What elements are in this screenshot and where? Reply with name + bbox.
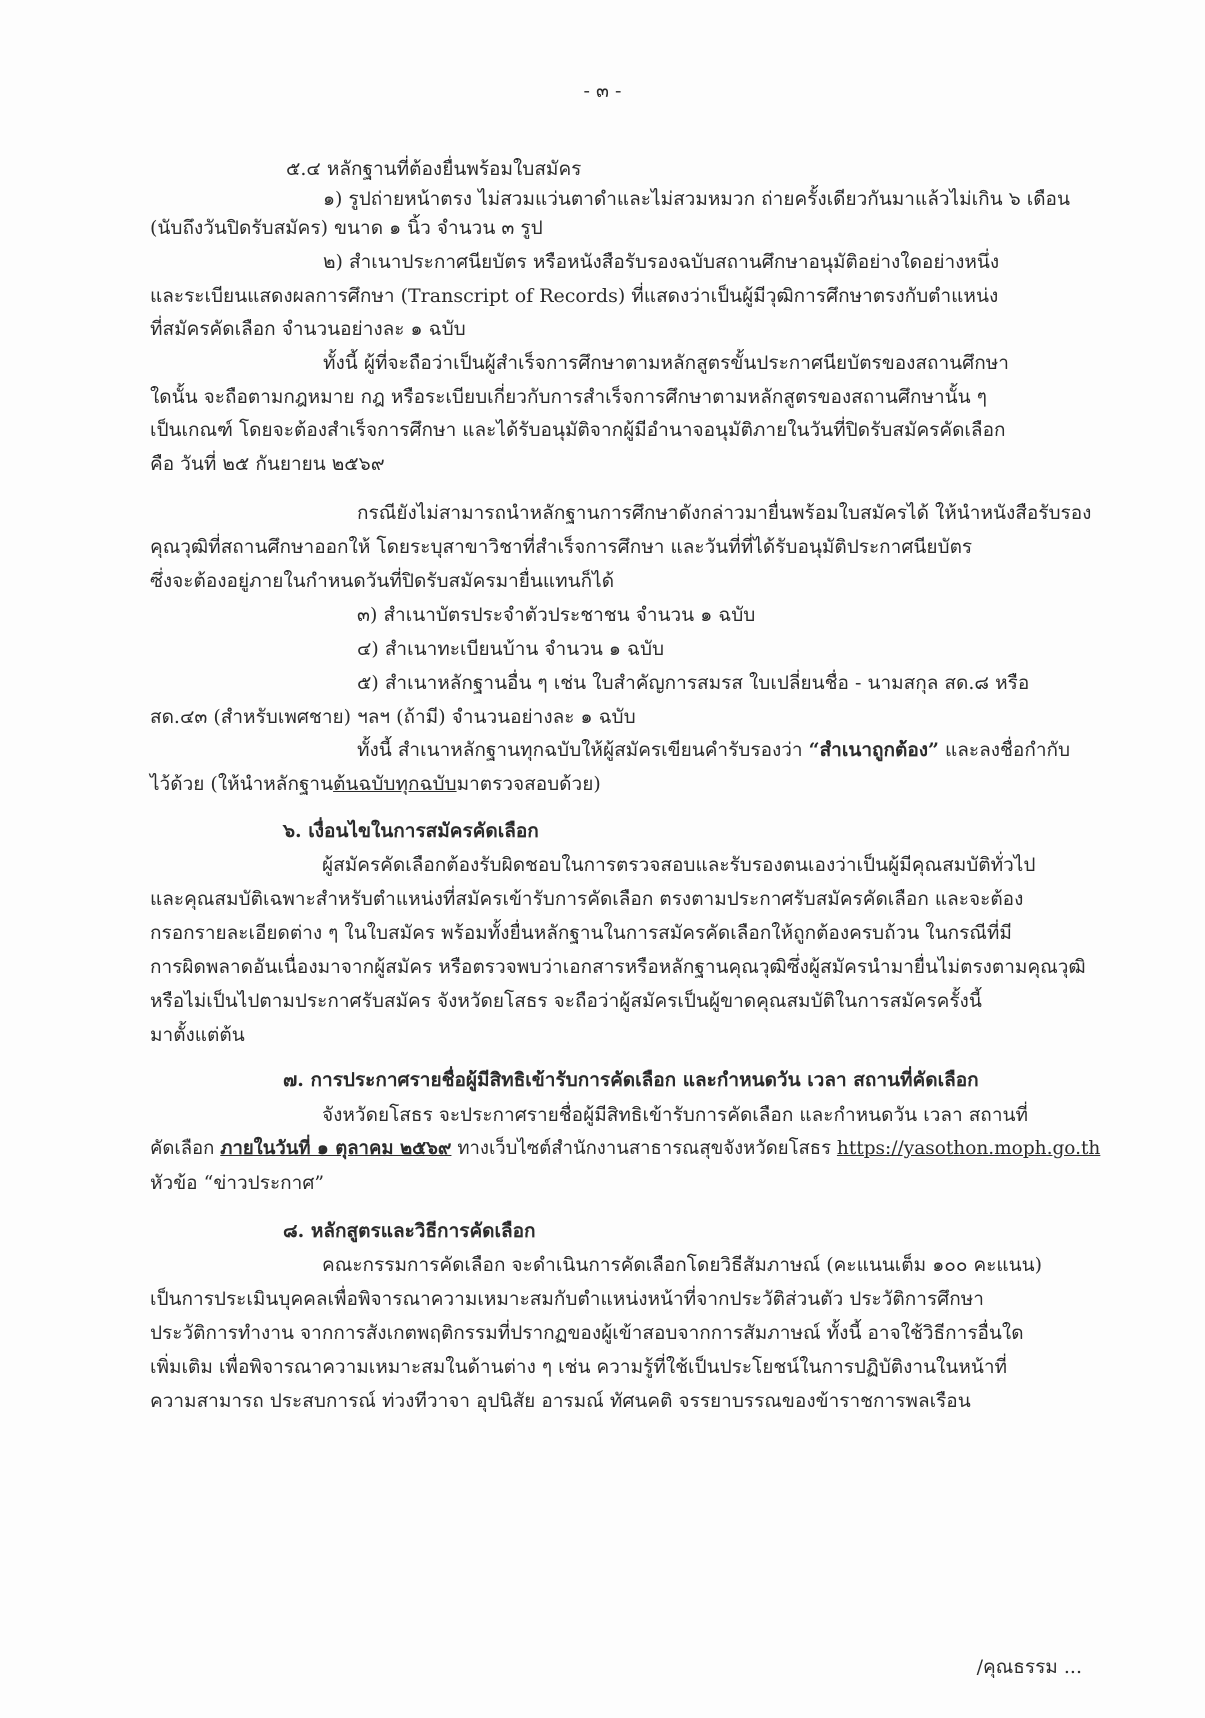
item-4: ๔) สำเนาทะเบียนบ้าน จำนวน ๑ ฉบับ [357, 638, 665, 660]
section-8-heading: ๘. หลักสูตรและวิธีการคัดเลือก [283, 1220, 536, 1242]
item-3: ๓) สำเนาบัตรประจำตัวประชาชน จำนวน ๑ ฉบับ [357, 604, 756, 626]
page-number: - ๓ - [583, 80, 622, 102]
para-3-line-2 [150, 775, 601, 794]
section-8-line-3: ประวัติการทำงาน จากการสังเกตพฤติกรรมที่ปรากฏของผู้เข้าสอบจากการสัมภาษณ์ ทั้งนี้ อาจใช้วิธีการอื่นใด [150, 1322, 1024, 1344]
section-7-text-b: ทางเว็บไซต์สำนักงานสาธารณสุขจังหวัดยโสธร [451, 1138, 837, 1159]
para-3-text-d: มาตรวจสอบด้วย) [456, 773, 601, 795]
item-1-line-1: ๑) รูปถ่ายหน้าตรง ไม่สวมแว่นตาดำและไม่สวมหมวก ถ่ายครั้งเดียวกันมาแล้วไม่เกิน ๖ เดือน [323, 188, 1070, 210]
section-7-line-2 [150, 1140, 1100, 1159]
section-6-line-4: การผิดพลาดอันเนื่องมาจากผู้สมัคร หรือตรวจพบว่าเอกสารหรือหลักฐานคุณวุฒิซึ่งผู้สมัครนำมายื่นไม่ตรงตามคุณวุฒิ [150, 956, 1086, 978]
section-6-line-5: หรือไม่เป็นไปตามประกาศรับสมัคร จังหวัดยโสธร จะถือว่าผู้สมัครเป็นผู้ขาดคุณสมบัติในการสมัครครั้งนี้ [150, 990, 982, 1012]
certified-copy-phrase: “สำเนาถูกต้อง” [808, 739, 939, 761]
para-3-text-a: ทั้งนี้ สำเนาหลักฐานทุกฉบับให้ผู้สมัครเขียนคำรับรองว่า [357, 739, 809, 761]
para-3-line-1 [357, 741, 1070, 760]
item-2-line-3: ที่สมัครคัดเลือก จำนวนอย่างละ ๑ ฉบับ [150, 318, 466, 340]
para-3-text-c: ไว้ด้วย (ให้นำหลักฐาน [150, 773, 334, 795]
announcement-date: ภายในวันที่ ๑ ตุลาคม ๒๕๖๙ [220, 1138, 452, 1159]
para-2-line-1: กรณียังไม่สามารถนำหลักฐานการศึกษาดังกล่าวมายื่นพร้อมใบสมัครได้ ให้นำหนังสือรับรอง [357, 502, 1092, 524]
continuation-note: /คุณธรรม ... [976, 1656, 1082, 1678]
para-3-text-b: และลงชื่อกำกับ [938, 739, 1071, 761]
section-5-4-heading: ๕.๔ หลักฐานที่ต้องยื่นพร้อมใบสมัคร [286, 158, 582, 180]
para-1-line-3: เป็นเกณฑ์ โดยจะต้องสำเร็จการศึกษา และได้รับอนุมัติจากผู้มีอำนาจอนุมัติภายในวันที่ปิดรับสมัครคัดเลือก [150, 419, 1006, 441]
item-5-line-2: สด.๔๓ (สำหรับเพศชาย) ฯลฯ (ถ้ามี) จำนวนอย่างละ ๑ ฉบับ [150, 706, 636, 728]
website-link[interactable]: https://yasothon.moph.go.th [836, 1138, 1101, 1159]
original-documents-phrase: ต้นฉบับทุกฉบับ [333, 773, 457, 795]
item-2-line-2: และระเบียนแสดงผลการศึกษา (Transcript of Records) ที่แสดงว่าเป็นผู้มีวุฒิการศึกษาตรงกับตำแหน่ง [150, 285, 999, 307]
item-5-line-1: ๕) สำเนาหลักฐานอื่น ๆ เช่น ใบสำคัญการสมรส ใบเปลี่ยนชื่อ - นามสกุล สด.๘ หรือ [357, 672, 1030, 694]
item-2-line-1: ๒) สำเนาประกาศนียบัตร หรือหนังสือรับรองฉบับสถานศึกษาอนุมัติอย่างใดอย่างหนึ่ง [323, 251, 1000, 273]
section-6-line-1: ผู้สมัครคัดเลือกต้องรับผิดชอบในการตรวจสอบและรับรองตนเองว่าเป็นผู้มีคุณสมบัติทั่วไป [322, 854, 1036, 876]
section-7-text-a: คัดเลือก [150, 1138, 221, 1159]
section-8-line-4: เพิ่มเติม เพื่อพิจารณาความเหมาะสมในด้านต่าง ๆ เช่น ความรู้ที่ใช้เป็นประโยชน์ในการปฏิบัติงานในหน้าที่ [150, 1356, 1008, 1378]
para-2-line-2: คุณวุฒิที่สถานศึกษาออกให้ โดยระบุสาขาวิชาที่สำเร็จการศึกษา และวันที่ที่ได้รับอนุมัติประกาศนียบัตร [150, 536, 973, 558]
section-7-heading: ๗. การประกาศรายชื่อผู้มีสิทธิเข้ารับการคัดเลือก และกำหนดวัน เวลา สถานที่คัดเลือก [283, 1069, 979, 1091]
para-1-line-2: ใดนั้น จะถือตามกฎหมาย กฎ หรือระเบียบเกี่ยวกับการสำเร็จการศึกษาตามหลักสูตรของสถานศึกษานั้น ๆ [150, 386, 987, 408]
para-1-line-4: คือ วันที่ ๒๕ กันยายน ๒๕๖๙ [150, 453, 385, 475]
section-7-line-1: จังหวัดยโสธร จะประกาศรายชื่อผู้มีสิทธิเข้ารับการคัดเลือก และกำหนดวัน เวลา สถานที่ [322, 1104, 1028, 1126]
para-2-line-3: ซึ่งจะต้องอยู่ภายในกำหนดวันที่ปิดรับสมัครมายื่นแทนก็ได้ [150, 570, 615, 592]
section-6-heading: ๖. เงื่อนไขในการสมัครคัดเลือก [283, 820, 539, 842]
section-7-line-3: หัวข้อ “ข่าวประกาศ” [150, 1172, 325, 1194]
item-1-line-2: (นับถึงวันปิดรับสมัคร) ขนาด ๑ นิ้ว จำนวน ๓ รูป [150, 217, 543, 239]
section-6-line-6: มาตั้งแต่ต้น [150, 1024, 245, 1046]
section-6-line-2: และคุณสมบัติเฉพาะสำหรับตำแหน่งที่สมัครเข้ารับการคัดเลือก ตรงตามประกาศรับสมัครคัดเลือก และจะต้อง [150, 888, 1024, 910]
para-1-line-1: ทั้งนี้ ผู้ที่จะถือว่าเป็นผู้สำเร็จการศึกษาตามหลักสูตรขั้นประกาศนียบัตรของสถานศึกษา [323, 352, 1009, 374]
section-8-line-2: เป็นการประเมินบุคคลเพื่อพิจารณาความเหมาะสมกับตำแหน่งหน้าที่จากประวัติส่วนตัว ประวัติการศึกษา [150, 1288, 984, 1310]
section-8-line-1: คณะกรรมการคัดเลือก จะดำเนินการคัดเลือกโดยวิธีสัมภาษณ์ (คะแนนเต็ม ๑๐๐ คะแนน) [322, 1254, 1043, 1276]
section-8-line-5: ความสามารถ ประสบการณ์ ท่วงทีวาจา อุปนิสัย อารมณ์ ทัศนคติ จรรยาบรรณของข้าราชการพลเรือน [150, 1390, 971, 1412]
section-6-line-3: กรอกรายละเอียดต่าง ๆ ในใบสมัคร พร้อมทั้งยื่นหลักฐานในการสมัครคัดเลือกให้ถูกต้องครบถ้วน ในกรณีที่มี [150, 922, 1012, 944]
